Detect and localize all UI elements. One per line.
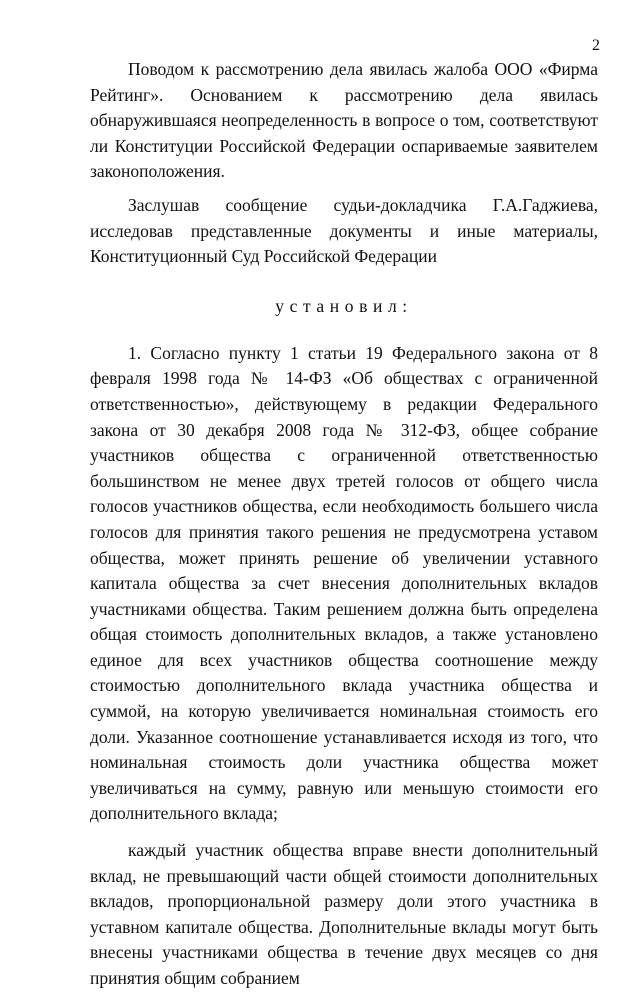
document-body [90, 57, 598, 992]
paragraph-intro: Поводом к рассмотрению дела явилась жалоба ООО «Фирма Рейтинг». Основанием к рассмотрению дела явилась обнаружившаяся неопределенность в вопросе о том, соответствуют ли Конституции Российской Федерации оспариваемые заявителем законоположения. [90, 59, 598, 182]
page-number: 2 [592, 37, 600, 54]
section-heading: установил: [275, 295, 413, 316]
paragraph-point-1: 1. Согласно пункту 1 статьи 19 Федерального закона от 8 февраля 1998 года № 14-ФЗ «Об обществах с ограниченной ответственностью», действующему в редакции Федерального закона от 30 декабря 2008 года № 312-ФЗ, общее собрание участников общества с ограниченной ответственностью большинством не менее двух третей голосов от общего числа голосов участников общества, если необходимость большего числа голосов для принятия такого решения не предусмотрена уставом общества, может принять решение об увеличении уставного капитала общества за счет внесения дополнительных вкладов участниками общества. Таким решением должна быть определена общая стоимость дополнительных вкладов, а также установлено единое для всех участников общества соотношение между стоимостью дополнительного вклада участника общества и суммой, на которую увеличивается номинальная стоимость его доли. Указанное соотношение устанавливается исходя из того, что номинальная стоимость доли участника общества может увеличиваться на сумму, равную или меньшую стоимости его дополнительного вклада; [90, 342, 598, 824]
paragraph-hearing: Заслушав сообщение судьи-докладчика Г.А.Гаджиева, исследовав представленные документы и иные материалы, Конституционный Суд Российской Федерации [90, 194, 598, 267]
paragraph-point-1-continued: каждый участник общества вправе внести дополнительный вклад, не превышающий части общей стоимости дополнительных вкладов, пропорциональной размеру доли этого участника в уставном капитале общества. Дополнительные вклады могут быть внесены участниками общества в течение двух месяцев со дня принятия общим собранием [90, 840, 598, 988]
